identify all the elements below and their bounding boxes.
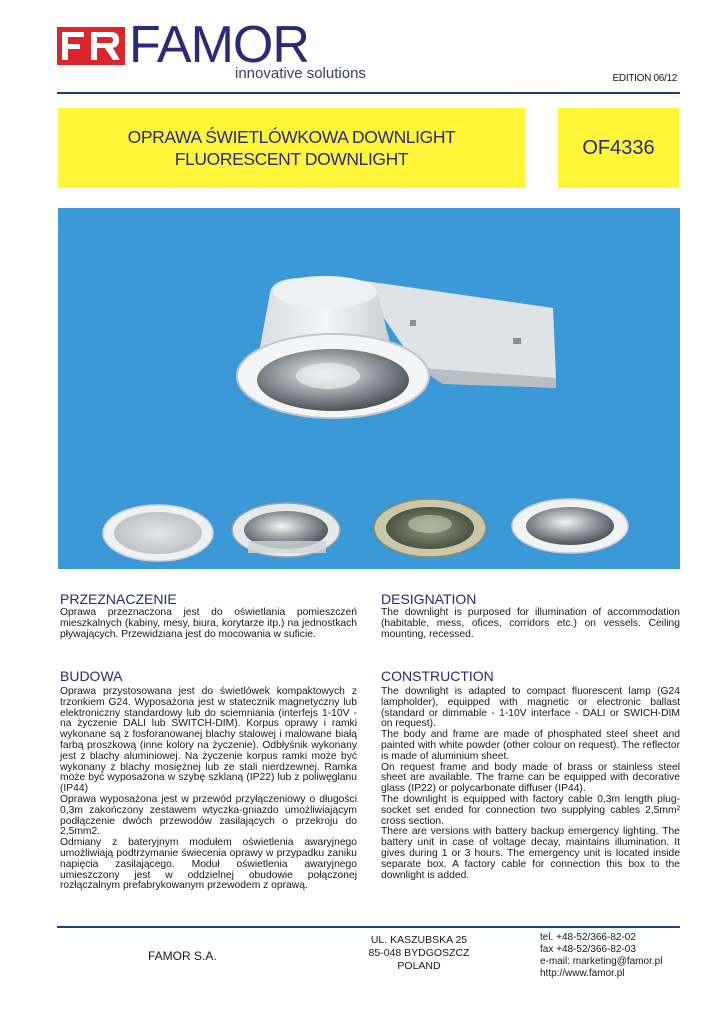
edition-label: EDITION 06/12 [612,73,677,84]
brand-name: FAMOR [129,16,309,74]
paragraph: Odmiany z bateryjnym modułem oświetlenia awaryjnego umożliwiają podtrzymanie świecenia oprawy w przypadku zaniku napięcia zasilającego. Moduł oświetlenia awaryjnego umieszczony jest w oddzielnej obudowie połączonej rozłączalnym prefabrykowanym przewodem z oprawą. [60,837,357,892]
heading-przeznaczenie: PRZEZNACZENIE [60,591,177,607]
company-name: FAMOR S.A. [148,949,217,963]
footer-divider [57,926,680,928]
text-budowa [60,687,357,892]
heading-budowa: BUDOWA [60,668,123,684]
address-block [355,934,483,973]
paragraph: Oprawa wyposażona jest w przewód przyłączeniowy o długości 0,3m zakończony zestawem wtyczka-gniazdo umożliwiającym podłączenie dwóch przewodów zasilających o przekroju do 2,5mm2. [60,793,357,838]
title-english: FLUORESCENT DOWNLIGHT [174,149,409,169]
brand-tagline: innovative solutions [235,65,366,82]
paragraph: The downlight is equipped with factory cable 0,3m length plug-socket set ended for connection two supplying cables 2,5mm² cross section. [381,793,680,827]
downlight-illustration [58,208,680,569]
header-divider [57,92,680,94]
paragraph: The downlight is adapted to compact fluorescent lamp (G24 lampholder), equipped with magnetic or electronic ballast (standard or dimmable - 1-10V interface - DALI or SWICH-DIM on request). [381,686,680,730]
product-code-box [558,108,679,188]
title-polish: OPRAWA ŚWIETLÓWKOWA DOWNLIGHT [127,127,456,147]
website-link[interactable]: http://www.famor.pl [540,968,625,979]
paragraph: Oprawa przystosowana jest do świetlówek kompaktowych z trzonkiem G24. Wyposażona jest w statecznik magnetyczny lub elektroniczny standardowy lub do sciemniania (interfejs 1-10V - na życzenie DALI lub SWITCH-DIM). Korpus oprawy i ramki wykonane są z fosforanowanej blachy stalowej i malowane białą farbą proszkową (inne kolory na życzenie). Odbłyśnik wykonany jest z blachy aluminiowej. Na życzenie korpus ramki może być wykonany z blachy mosiężnej lub ze stali nierdzewnej. Ramka może być wyposażona w szybę szklaną (IP22) lub z poliwęglanu (IP44) [60,686,357,795]
text-designation [381,608,680,640]
email-link[interactable]: e-mail: marketing@famor.pl [540,956,663,967]
paragraph: The downlight is purposed for illumination of accommodation (habitable, mess, ofices, corridors etc.) on vessels. Ceiling mounting, recessed. [381,607,680,640]
paragraph: Oprawa przeznaczona jest do oświetlania pomieszczeń mieszkalnych (kabiny, mesy, biura, korytarze itp.) na jednostkach pływających. Przewidziana jest do mocowania w suficie. [60,607,357,640]
title-banner [58,108,525,188]
paragraph: The body and frame are made of phosphated steel sheet and painted with white powder (other colour on request). The reflector is made of aluminium sheet. [381,729,680,762]
fr-logo-mark-icon [57,27,125,65]
paragraph: On request frame and body made of brass or stainless steel sheet are available. The frame can be equipped with decorative glass (IP22) or polycarbonate diffuser (IP44). [381,761,680,795]
product-code: OF4336 [582,136,655,159]
address-line: UL. KASZUBSKA 25 [370,934,468,946]
phone-line: tel. +48-52/366-82-02 [540,932,636,943]
fax-line: fax +48-52/366-82-03 [540,944,636,955]
address-line: 85-048 BYDGOSZCZ [368,947,470,959]
text-construction [381,687,680,881]
heading-designation: DESIGNATION [381,591,477,607]
text-przeznaczenie [60,608,357,640]
company-logo [57,16,387,85]
contact-block [540,932,662,980]
paragraph: There are versions with battery backup emergency lighting. The battery unit in case of voltage decay, maintains illumination. It gives during 1 or 3 hours. The emergency unit is located inside separate box. A factory cable for connection this box to the downlight is added. [381,826,680,881]
address-line: POLAND [397,960,441,972]
heading-construction: CONSTRUCTION [381,668,494,684]
product-photo [58,208,680,569]
